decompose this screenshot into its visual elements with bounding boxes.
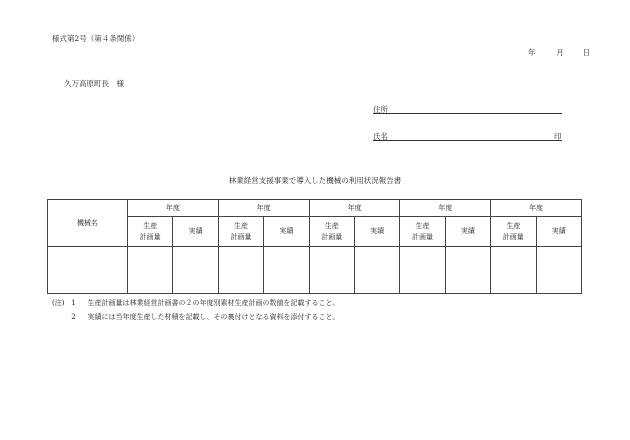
actual-cell[interactable] xyxy=(264,247,309,294)
plan-cell[interactable] xyxy=(128,247,173,294)
plan-header: 生産 計画量 xyxy=(218,217,263,247)
date-line xyxy=(528,47,590,58)
note-item: 2 実績には当年度生産した材積を記載し、その裏付けとなる資料を添付すること。 xyxy=(71,313,340,321)
actual-header: 実績 xyxy=(445,217,490,247)
date-year: 年 xyxy=(528,48,536,57)
date-month: 月 xyxy=(556,48,564,57)
form-style-number: 様式第2号（第４条関係） xyxy=(52,34,140,43)
plan-header: 生産 計画量 xyxy=(128,217,173,247)
machine-name-header: 機械名 xyxy=(48,200,128,247)
name-field-line[interactable] xyxy=(373,140,562,141)
actual-cell[interactable] xyxy=(536,247,581,294)
year-header: 年度 xyxy=(400,200,491,217)
plan-header: 生産 計画量 xyxy=(491,217,536,247)
addressee: 久万高原町長 様 xyxy=(64,79,124,88)
plan-header: 生産 計画量 xyxy=(400,217,445,247)
year-header: 年度 xyxy=(128,200,219,217)
plan-cell[interactable] xyxy=(491,247,536,294)
notes-label: (注) xyxy=(52,299,65,307)
actual-header: 実績 xyxy=(173,217,218,247)
year-header: 年度 xyxy=(218,200,309,217)
plan-cell[interactable] xyxy=(218,247,263,294)
name-label: 氏名 xyxy=(373,132,388,141)
seal-mark: 印 xyxy=(554,132,562,141)
machine-name-cell[interactable] xyxy=(48,247,128,294)
actual-header: 実績 xyxy=(264,217,309,247)
actual-cell[interactable] xyxy=(173,247,218,294)
address-field-line[interactable] xyxy=(373,113,562,114)
date-day: 日 xyxy=(582,48,591,57)
plan-header: 生産 計画量 xyxy=(309,217,354,247)
machine-usage-table xyxy=(47,199,582,294)
actual-header: 実績 xyxy=(354,217,399,247)
report-title: 林業経営支援事業で導入した機械の利用状況報告書 xyxy=(228,176,402,185)
plan-cell[interactable] xyxy=(309,247,354,294)
notes xyxy=(52,296,339,324)
plan-cell[interactable] xyxy=(400,247,445,294)
address-label: 住所 xyxy=(373,105,388,114)
year-header: 年度 xyxy=(309,200,400,217)
note-item: (注) 1 生産計画量は林業経営計画書の２の年度別素材生産計画の数値を記載すること。 xyxy=(52,296,339,310)
actual-cell[interactable] xyxy=(354,247,399,294)
year-header: 年度 xyxy=(491,200,582,217)
actual-cell[interactable] xyxy=(445,247,490,294)
table-row xyxy=(48,247,582,294)
actual-header: 実績 xyxy=(536,217,581,247)
